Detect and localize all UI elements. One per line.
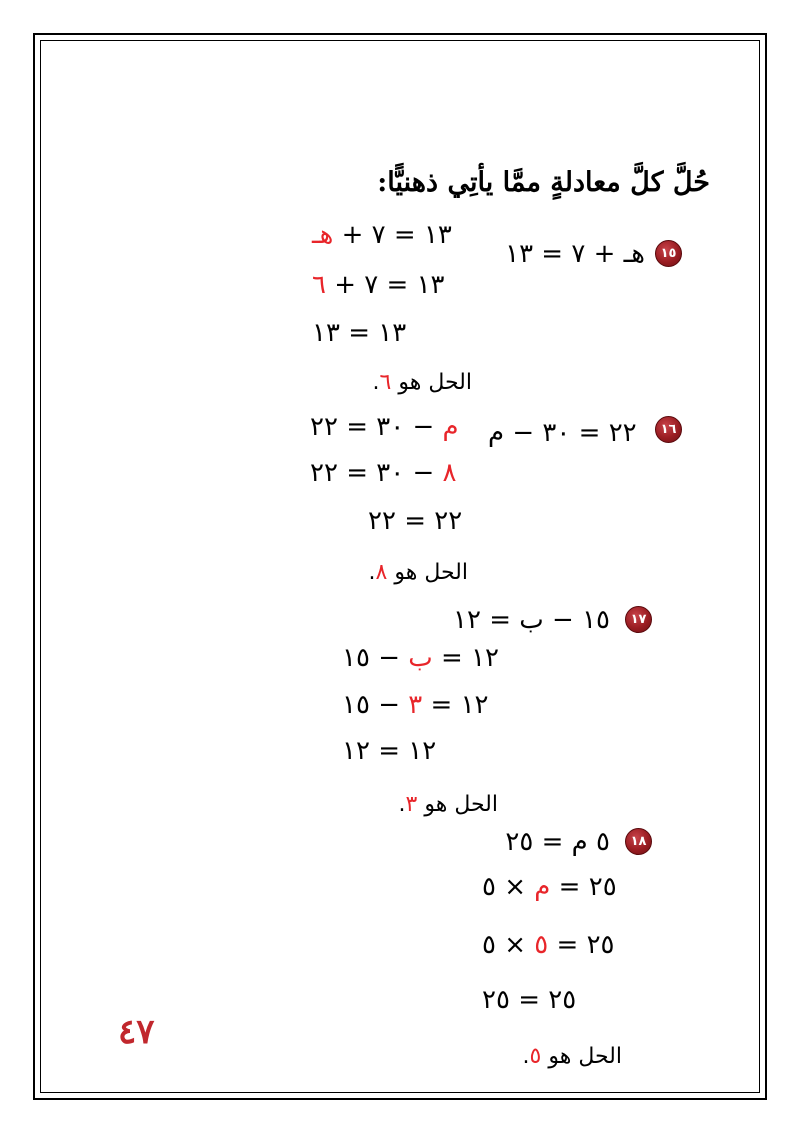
solution-step: ١٢ = ب − ١٥ (342, 643, 500, 673)
solution-step: ١٢ = ٣ − ١٥ (342, 690, 489, 720)
exercise-title: حُلَّ كلَّ معادلةٍ ممَّا يأتِي ذهنيًّا: (377, 167, 710, 198)
problem-number-badge: ١٧ (625, 606, 652, 633)
problem-number-badge: ١٥ (655, 240, 682, 267)
solution-step: ١٢ = ١٢ (342, 736, 437, 766)
solution-step: ٢٢ = ٢٢ (368, 506, 463, 536)
solution-step: م − ٣٠ = ٢٢ (310, 412, 459, 442)
problem-question: ٥ م = ٢٥ (505, 827, 610, 857)
solution-answer: الحل هو ٣. (398, 792, 498, 817)
problem-number-badge: ١٦ (655, 416, 682, 443)
problem-question: هـ + ٧ = ١٣ (505, 239, 645, 269)
solution-step: ٢٥ = م × ٥ (482, 872, 617, 902)
solution-answer: الحل هو ٨. (368, 560, 468, 585)
problem-question: ٢٢ = ٣٠ − م (488, 418, 637, 448)
problem-question: ١٥ − ب = ١٢ (453, 605, 610, 635)
solution-step: ٢٥ = ٥ × ٥ (482, 930, 615, 960)
solution-step: ١٣ = ٧ + ٦ (312, 270, 445, 300)
problem-number-badge: ١٨ (625, 828, 652, 855)
solution-step: ٢٥ = ٢٥ (482, 985, 577, 1015)
solution-step: ٨ − ٣٠ = ٢٢ (310, 458, 457, 488)
solution-step: ١٣ = ١٣ (312, 318, 407, 348)
solution-step: ١٣ = ٧ + هـ (312, 220, 452, 250)
page-number: ٤٧ (118, 1012, 155, 1052)
solution-answer: الحل هو ٦. (372, 370, 472, 395)
solution-answer: الحل هو ٥. (522, 1044, 622, 1069)
